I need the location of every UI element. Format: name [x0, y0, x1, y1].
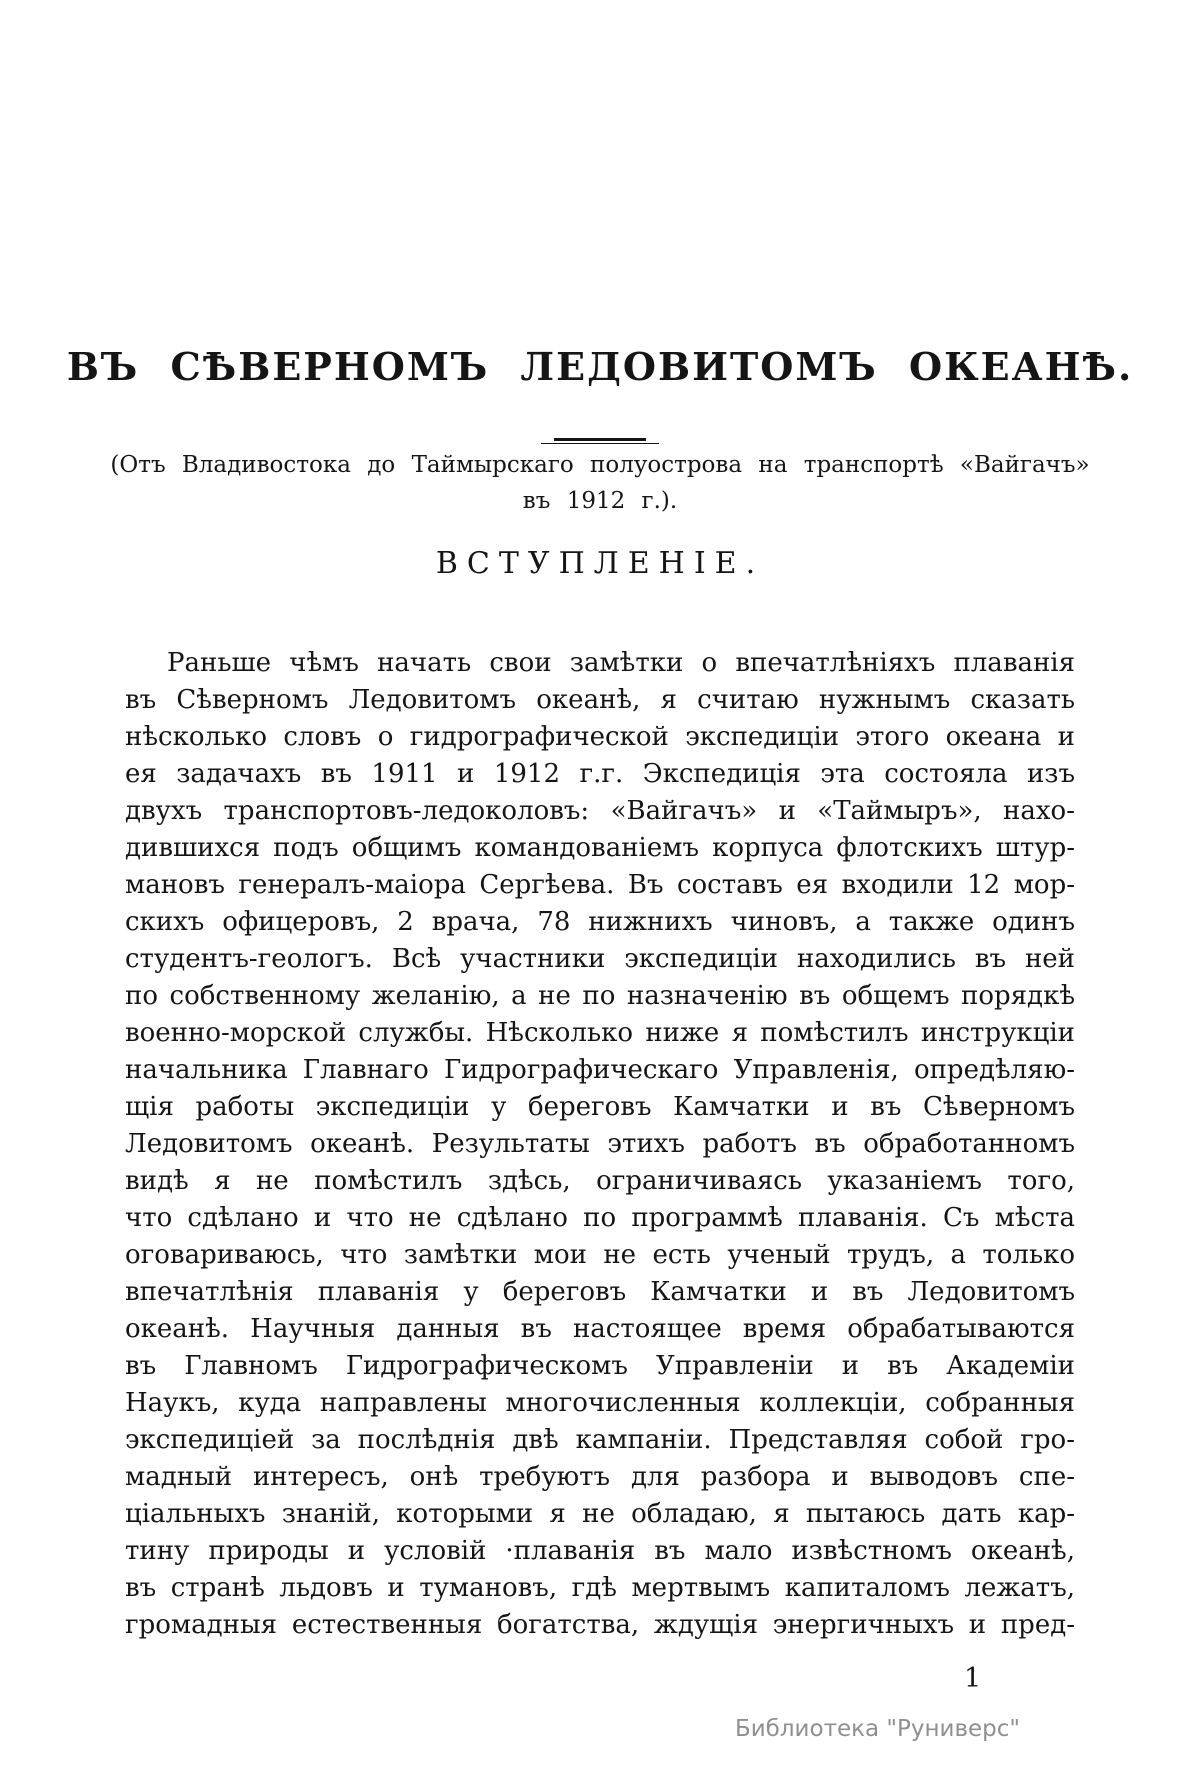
- text-line: по собственному желанію, а не по назначенію въ общемъ порядкѣ: [125, 981, 1075, 1011]
- library-watermark: Библиотека "Руниверс": [734, 1716, 1020, 1742]
- text-line: Ледовитомъ океанѣ. Результаты этихъ работъ въ обработанномъ: [125, 1129, 1075, 1159]
- text-line: ея задачахъ въ 1911 и 1912 г.г. Экспедиція эта состояла изъ: [125, 759, 1075, 789]
- section-heading: ВСТУПЛЕНІЕ.: [435, 546, 765, 581]
- text-line: нѣсколько словъ о гидрографической экспедиціи этого океана и: [125, 722, 1075, 752]
- book-title: ВЪ СѢВЕРНОМЪ ЛЕДОВИТОМЪ ОКЕАНѢ.: [66, 344, 1134, 389]
- text-line: что сдѣлано и что не сдѣлано по программѣ плаванія. Съ мѣста: [125, 1203, 1075, 1233]
- text-line: начальника Главнаго Гидрографическаго Управленія, опредѣляю-: [125, 1055, 1075, 1085]
- text-line: въ странѣ льдовъ и тумановъ, гдѣ мертвымъ капиталомъ лежатъ,: [125, 1573, 1075, 1603]
- text-line: скихъ офицеровъ, 2 врача, 78 нижнихъ чиновъ, а также одинъ: [125, 907, 1075, 937]
- text-line: экспедиціей за послѣднія двѣ кампаніи. Представляя собой гро-: [125, 1425, 1075, 1455]
- text-line: мадный интересъ, онѣ требуютъ для разбора и выводовъ спе-: [125, 1462, 1075, 1492]
- subtitle-line-2: въ 1912 г.).: [522, 488, 678, 514]
- text-line: видѣ я не помѣстилъ здѣсь, ограничиваясь указаніемъ того,: [125, 1166, 1075, 1196]
- text-line: щія работы экспедиціи у береговъ Камчатки и въ Сѣверномъ: [125, 1092, 1075, 1122]
- text-line: ціальныхъ знаній, которыми я не обладаю, я пытаюсь дать кар-: [125, 1499, 1075, 1529]
- text-line: въ Сѣверномъ Ледовитомъ океанѣ, я считаю нужнымъ сказать: [125, 685, 1075, 715]
- title-divider: [0, 438, 1200, 444]
- text-line: военно-морской службы. Нѣсколько ниже я помѣстилъ инструкціи: [125, 1018, 1075, 1048]
- text-line: Наукъ, куда направлены многочисленныя коллекціи, собранныя: [125, 1388, 1075, 1418]
- text-line: Раньше чѣмъ начать свои замѣтки о впечатлѣніяхъ плаванія: [167, 648, 1075, 678]
- text-line: океанѣ. Научныя данныя въ настоящее время обрабатываются: [125, 1314, 1075, 1344]
- divider-rule-thin: [541, 443, 659, 444]
- body-paragraph: [125, 645, 1075, 1644]
- text-line: въ Главномъ Гидрографическомъ Управленіи и въ Академіи: [125, 1351, 1075, 1381]
- text-line: студентъ-геологъ. Всѣ участники экспедиціи находились въ ней: [125, 944, 1075, 974]
- text-line: впечатлѣнія плаванія у береговъ Камчатки и въ Ледовитомъ: [125, 1277, 1075, 1307]
- page-number: 1: [964, 1663, 982, 1694]
- text-line: дившихся подъ общимъ командованіемъ корпуса флотскихъ штур-: [125, 833, 1075, 863]
- text-line: оговариваюсь, что замѣтки мои не есть ученый трудъ, а только: [125, 1240, 1075, 1270]
- text-line: двухъ транспортовъ-ледоколовъ: «Вайгачъ» и «Таймыръ», нахо-: [125, 796, 1075, 826]
- subtitle-line-1: (Отъ Владивостока до Таймырскаго полуострова на транспортѣ «Вайгачъ»: [110, 452, 1090, 478]
- text-line: тину природы и условій ·плаванія въ мало извѣстномъ океанѣ,: [125, 1536, 1075, 1566]
- text-line: мановъ генералъ-маіора Сергѣева. Въ составъ ея входили 12 мор-: [125, 870, 1075, 900]
- divider-rule-thick: [554, 438, 646, 441]
- text-line: громадныя естественныя богатства, ждущія энергичныхъ и пред-: [125, 1610, 1075, 1640]
